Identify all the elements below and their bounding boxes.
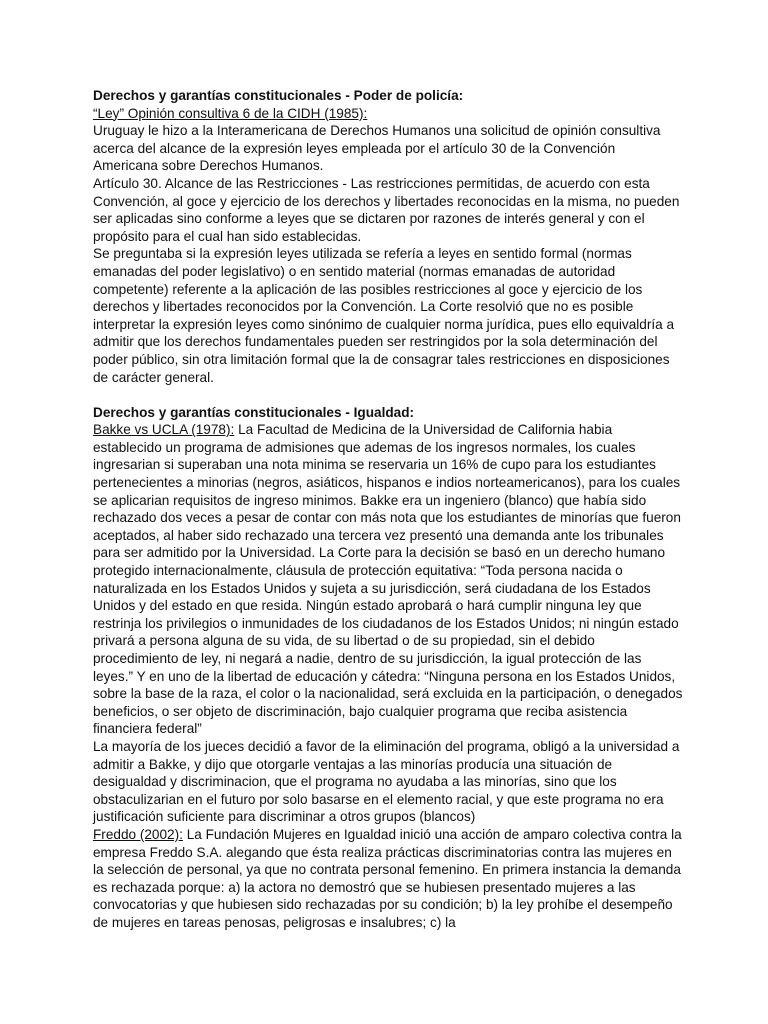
case-title-bakke: Bakke vs UCLA (1978):	[93, 422, 235, 438]
case-text-bakke: La Facultad de Medicina de la Universidad de California habia establecido un programa de admisiones que ademas de los ingresos normales, los cuales ingresarian si superaban una nota minima se reservaria un 16% de cupo para los estudiantes pertenecientes a minorias (negros, asiáticos, hispanos e indios norteamericanos), para los cuales se aplicarian requisitos de ingreso minimos. Bakke era un ingeniero (blanco) que había sido rechazado dos veces a pesar de contar con más nota que los estudiantes de minorías que fueron aceptados, al haber sido rechazado una tercera vez presentó una demanda ante los tribunales para ser admitido por la Universidad. La Corte para la decisión se basó en un derecho humano protegido internacionalmente, cláusula de protección equitativa: “Toda persona nacida o naturalizada en los Estados Unidos y sujeta a su jurisdicción, será ciudadana de los Estados Unidos y del estado en que resida. Ningún estado aprobará o hará cumplir ninguna ley que restrinja los privilegios o inmunidades de los ciudadanos de los Estados Unidos; ni ningún estado privará a persona alguna de su vida, de su libertad o de su propiedad, sin el debido procedimiento de ley, ni negará a nadie, dentro de su jurisdicción, la igual protección de las leyes.” Y en uno de la libertad de educación y cátedra: “Ninguna persona en los Estados Unidos, sobre la base de la raza, el color o la nacionalidad, será excluida en la participación, o denegados beneficios, o ser objeto de discriminación, bajo cualquier programa que reciba asistencia financiera federal”	[93, 422, 683, 737]
paragraph-articulo-30: Artículo 30. Alcance de las Restricciones - Las restricciones permitidas, de acuerdo con esta Convención, al goce y ejercicio de los derechos y libertades reconocidas en la misma, no pueden ser aplicadas sino conforme a leyes que se dictaren por razones de interés general y con el propósito para el cual han sido establecidas.	[93, 175, 680, 244]
paragraph-corte-resolution: Se preguntaba si la expresión leyes utilizada se refería a leyes en sentido formal (normas emanadas del poder legislativo) o en sentido material (normas emanadas de autoridad competente) referente a la aplicación de las posibles restricciones al goce y ejercicio de los derechos y libertades reconocidos por la Convención. La Corte resolvió que no es posible interpretar la expresión leyes como sinónimo de cualquier norma jurídica, pues ello equivaldría a admitir que los derechos fundamentales pueden ser restringidos por la sola determinación del poder público, sin otra limitación formal que la de consagrar tales restricciones en disposiciones de carácter general.	[93, 246, 675, 385]
paragraph-bakke-case	[93, 421, 683, 738]
case-title-freddo: Freddo (2002):	[93, 826, 183, 842]
document-page	[93, 87, 683, 932]
paragraph-uruguay-request: Uruguay le hizo a la Interamericana de Derechos Humanos una solicitud de opinión consultiva acerca del alcance de la expresión leyes empleada por el artículo 30 de la Convención Americana sobre Derechos Humanos.	[93, 123, 661, 174]
paragraph-bakke-ruling: La mayoría de los jueces decidió a favor de la eliminación del programa, obligó a la universidad a admitir a Bakke, y dijo que otorgarle ventajas a las minorías producía una situación de desigualdad y discriminacion, que el programa no ayudaba a las minorías, sino que los obstaculizarian en el futuro por solo basarse en el elemento racial, y que este programa no era justificación suficiente para discriminar a otros grupos (blancos)	[93, 738, 680, 825]
section-heading-igualdad: Derechos y garantías constitucionales - Igualdad:	[93, 404, 415, 420]
case-title-opinion-consultiva: “Ley” Opinión consultiva 6 de la CIDH (1985):	[93, 105, 368, 121]
paragraph-freddo-case	[93, 826, 683, 932]
section-heading-poder-de-policia: Derechos y garantías constitucionales - Poder de policía:	[93, 88, 464, 103]
case-text-freddo: La Fundación Mujeres en Igualdad inició una acción de amparo colectiva contra la empresa Freddo S.A. alegando que ésta realiza prácticas discriminatorias contra las mujeres en la selección de personal, ya que no contrata personal femenino. En primera instancia la demanda es rechazada porque: a) la actora no demostró que se hubiesen presentado mujeres a las convocatorias y que hubiesen sido rechazadas por su condición; b) la ley prohíbe el desempeño de mujeres en tareas penosas, peligrosas e insalubres; c) la	[93, 826, 682, 930]
paragraph-spacer	[93, 386, 683, 404]
